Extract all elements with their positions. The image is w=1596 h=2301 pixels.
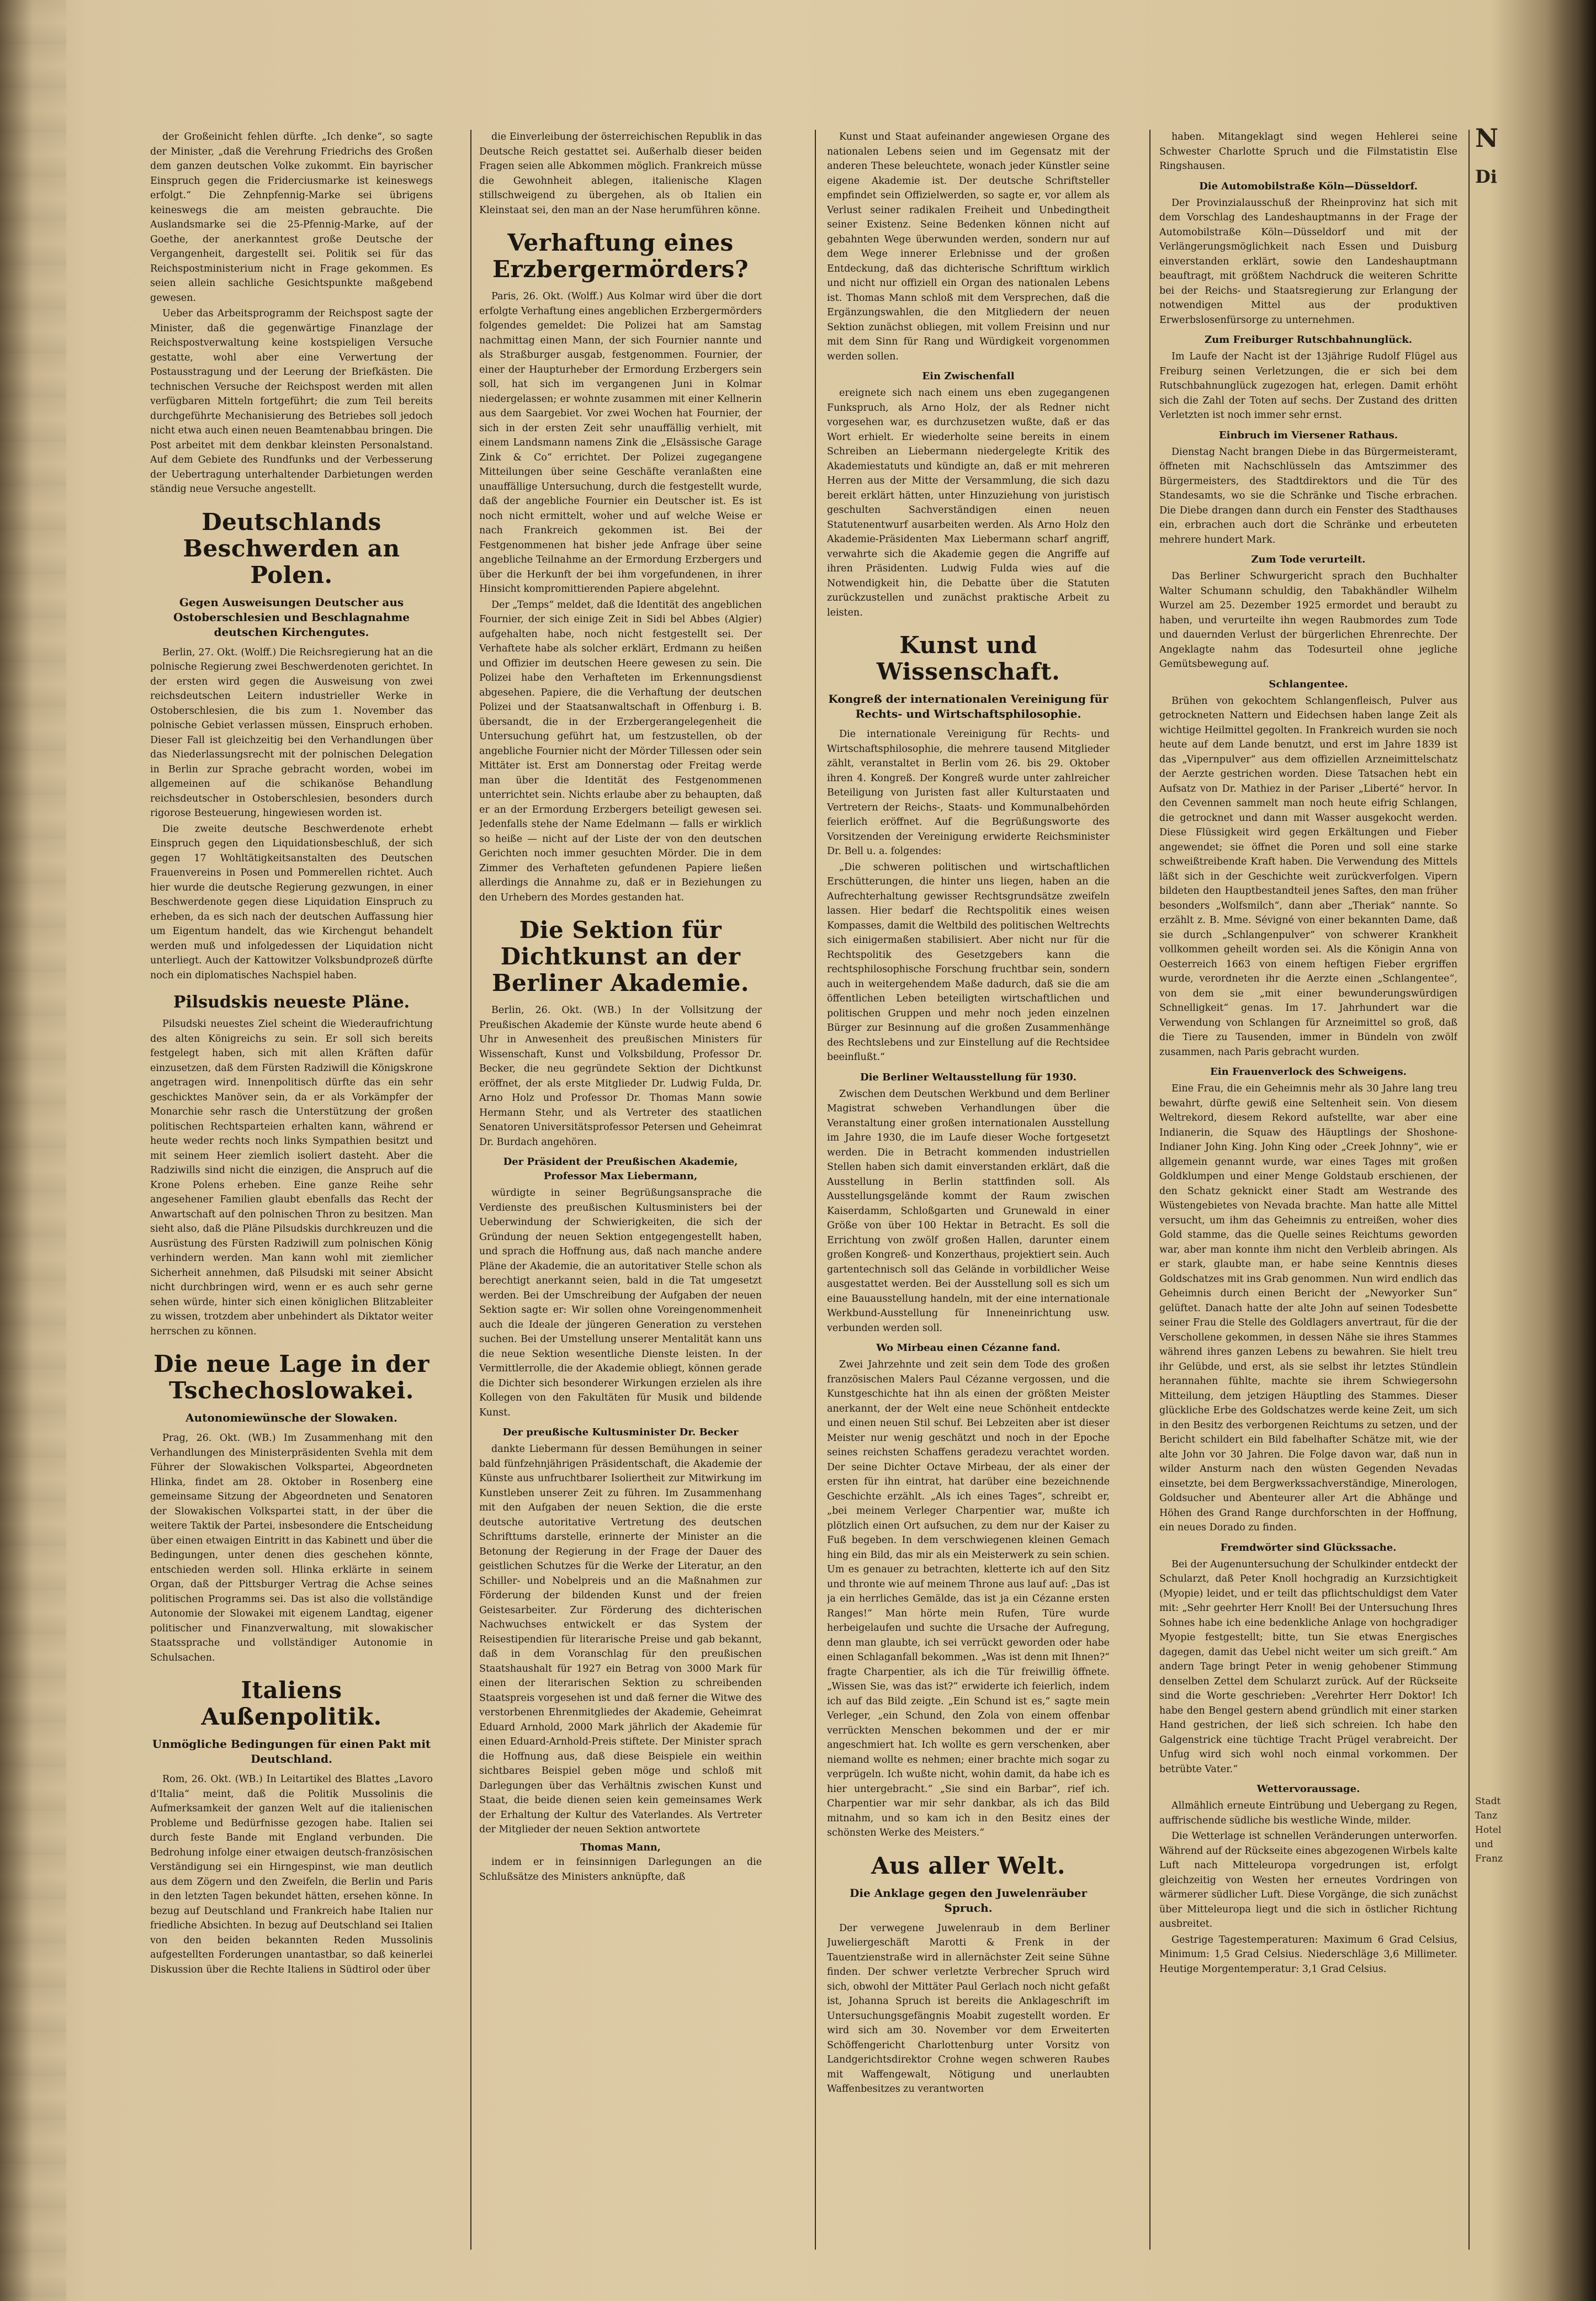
section-subheading: Schlangentee.: [1269, 678, 1348, 690]
paragraph: Berlin, 26. Okt. (WB.) In der Vollsitzung der Preußischen Akademie der Künste wurde heute abend 6 Uhr in Anwesenheit des preußischen Ministers für Wissenschaft, Kunst und Volksbildung, Professor Dr. Becker, die neu gegründete Sektion der Dichtkunst eröffnet, der als erste Mitglieder Dr. Ludwig Fulda, Dr. Arno Holz und Professor Dr. Thomas Mann sowie Hermann Stehr, und als Vertreter des staatlichen Senatoren Universitätsprofessor Petersen und Geheimrat Dr. Burdach angehören.: [479, 1005, 762, 1148]
column-1: [150, 130, 433, 2255]
signature: Thomas Mann,: [580, 1842, 661, 1853]
paragraph: Zwei Jahrzehnte und zeit sein dem Tode des großen französischen Malers Paul Cézanne vergossen, und die Kunstgeschichte hat ihn als einen der größten Meister anerkannt, der der Welt eine neue Schönheit entdeckte und einen neuen Stil schuf. Bei Lebzeiten aber ist dieser Meister nur wenig geschätzt und noch in der Epoche seines reichsten Schaffens geradezu verachtet worden. Der seine Dichter Octave Mirbeau, der als einer der ersten für ihn eintrat, hat darüber eine bezeichnende Geschichte erzählt. „Als ich eines Tages“, schreibt er, „bei meinem Verleger Charpentier war, mußte ich plötzlich einen Ort aufsuchen, zu dem nur der Kaiser zu Fuß begeben. In dem verschwiegenen kleinen Gemach hing ein Bild, das mir als ein Meisterwerk zu sein schien. Um es genauer zu betrachten, kletterte ich auf den Sitz und thronte wie auf meinem Throne aus lauf auf: „Das ist ja ein herrliches Gemälde, das ist ja ein Cézanne ersten Ranges!“ Man hörte mein Rufen, Türe wurde herbeigelaufen und suchte die Ursache der Aufregung, denn man glaubte, ich sei verrückt geworden oder habe einen Schlaganfall bekommen. „Was ist denn mit Ihnen?“ fragte Charpentier, als ich die Tür freiwillig öffnete. „Wissen Sie, was das ist?“ erwiderte ich feierlich, indem ich auf das Bild zeigte. „Ein Schund ist es,“ sagte mein Verleger, „ein Schund, den Zola von einem offenbar verrückten Menschen bekommen und der er mir angeschmiert hat. Ich wollte es gern verschenken, aber niemand wollte es nehmen; einer brachte mich sogar zu verprügeln. Ich wußte nicht, wohin damit, da habe ich es hier untergebracht.“ „Sie sind ein Barbar“, rief ich. Charpentier war mir sehr dankbar, als ich das Bild mitnahm, und so kam ich in den Besitz eines der schönsten Werke des Meisters.“: [827, 1359, 1110, 1838]
paragraph: Ueber das Arbeitsprogramm der Reichspost sagte der Minister, daß die gegenwärtige Finanzlage der Reichspostverwaltung keine kostspieligen Versuche gestatte, wohl aber eine Verwertung der Postausstragung und der Leerung der Briefkästen. Die technischen Versuche der Reichspost werden mit allen verfügbaren Mitteln fortgeführt; die zum Teil bereits durchgeführte Mechanisierung des Betriebes soll jedoch nicht etwa auch einen neuen Beamtenabbau bringen. Die Post arbeitet mit dem denkbar kleinsten Personalstand. Auf dem Gebiete des Rundfunks und der Verbesserung der Uebertragung unterhaltender Darbietungen werden ständig neue Versuche angestellt.: [150, 308, 433, 495]
paragraph: Berlin, 27. Okt. (Wolff.) Die Reichsregierung hat an die polnische Regierung zwei Beschwerdenoten gerichtet. In der ersten wird gegen die Ausweisung von zwei reichsdeutschen Leitern industrieller Werke in Ostoberschlesien, die bis zum 1. November das polnische Gebiet verlassen müssen, Einspruch erhoben. Dieser Fall ist gleichzeitig bei den Verhandlungen über das Niederlassungsrecht mit der polnischen Delegation in Berlin zur Sprache gebracht worden, wobei im allgemeinen auf die schikanöse Behandlung reichsdeutscher in Ostoberschlesien, besonders durch rigorose Besteuerung, hingewiesen worden ist.: [150, 646, 433, 819]
section-subheading: Ein Frauenverlock des Schweigens.: [1210, 1066, 1407, 1078]
subheadline: Kongreß der internationalen Vereinigung für Rechts- und Wirtschaftsphilosophie.: [828, 692, 1109, 720]
headline: Italiens Außenpolitik.: [201, 1677, 382, 1730]
headline: Pilsudskis neueste Pläne.: [173, 993, 410, 1012]
edge-fragment: und: [1475, 1839, 1493, 1850]
paragraph: Der „Temps“ meldet, daß die Identität des angeblichen Fournier, der sich einige Zeit in Sidi bel Abbes (Algier) aufgehalten habe, noch nicht festgestellt sei. Der Verhaftete habe als solcher erklärt, Erdmann zu heißen und Offizier im deutschen Heere gewesen zu sein. Die Polizei habe den Verhafteten im Erkennungsdienst abgesehen. Papiere, die die Verhaftung der deutschen Polizei und der Staatsanwaltschaft in Offenburg i. B. übersandt, die in der Erzbergerangelegenheit die Untersuchung geführt hat, um festzustellen, ob der angebliche Fournier nicht der Mörder Tillessen oder sein Mittäter ist. Erst am Donnerstag oder Freitag werde man über die Identität des Festgenommenen unterrichtet sein. Nichts erlaube aber zu behaupten, daß er an der Ermordung Erzbergers beteiligt gewesen sei. Jedenfalls stehe der Name Edelmann — falls er wirklich so heiße — nicht auf der Liste der von den deutschen Gerichten noch immer gesuchten Mörder. Die in dem Zimmer des Verhafteten gefundenen Papiere ließen allerdings die Annahme zu, daß er in Beziehungen zu den Urhebern des Mordes gestanden hat.: [479, 599, 762, 903]
paragraph: Die Wetterlage ist schnellen Veränderungen unterworfen. Während auf der Rückseite eines abgezogenen Wirbels kalte Luft nach Mitteleuropa vorgedrungen ist, erfolgt gleichzeitig von Westen her erneutes Vordringen von wärmerer südlicher Luft. Diese Vorgänge, die sich zunächst über Mitteleuropa liegt und die sich in östlicher Richtung ausbreitet.: [1159, 1831, 1457, 1929]
paragraph: Zwischen dem Deutschen Werkbund und dem Berliner Magistrat schweben Verhandlungen über die Veranstaltung einer großen internationalen Ausstellung im Jahre 1930, die im Laufe dieser Woche fortgesetzt werden. Die in Betracht kommenden industriellen Stellen haben sich damit einverstanden erklärt, daß die Ausstellung in Berlin stattfinden soll. Als Ausstellungsgelände kommt der Raum zwischen Kaiserdamm, Schloßgarten und Grunewald in einer Größe von über 100 Hektar in Betracht. Es soll die Errichtung von zwölf großen Hallen, darunter einem großen Kongreß- und Konzerthaus, projektiert sein. Auch gartentechnisch soll das Gelände in vorbildlicher Weise ausgestattet werden. Bei der Ausstellung soll es sich um eine Bauausstellung handeln, mit der eine internationale Werkbund-Ausstellung für Inneneinrichtung usw. verbunden werden soll.: [827, 1088, 1110, 1334]
headline: Aus aller Welt.: [871, 1852, 1065, 1879]
section-subheading: Einbruch im Viersener Rathaus.: [1218, 429, 1398, 441]
section-subheading: Der Präsident der Preußischen Akademie, Professor Max Liebermann,: [503, 1156, 738, 1182]
section-subheading: Wo Mirbeau einen Cézanne fand.: [876, 1342, 1061, 1354]
edge-fragment: Tanz: [1475, 1810, 1498, 1821]
paragraph: Der verwegene Juwelenraub in dem Berliner Juweliergeschäft Marotti & Frenk in der Tauentzienstraße wird in allernächster Zeit seine Sühne finden. Der schwer verletzte Verbrecher Spruch wird sich, obwohl der Mittäter Paul Gerlach noch nicht gefaßt ist, Johanna Spruch ist bereits die Anklageschrift im Untersuchungsgefängnis Moabit zugestellt worden. Er wird sich am 30. November vor dem Erweiterten Schöffengericht Charlottenburg unter Vorsitz von Landgerichtsdirektor Crohne wegen schweren Raubes mit Waffengewalt, Nötigung und unerlaubten Waffenbesitzes zu verantworten: [827, 1922, 1110, 2095]
paragraph: Allmählich erneute Eintrübung und Uebergang zu Regen, auffrischende südliche bis westliche Winde, milder.: [1159, 1800, 1457, 1826]
subheadline: Gegen Ausweisungen Deutscher aus Ostoberschlesien und Beschlagnahme deutschen Kirchengutes.: [173, 595, 410, 639]
edge-big-letter: N: [1475, 123, 1499, 153]
paragraph: Die zweite deutsche Beschwerdenote erhebt Einspruch gegen den Liquidationsbeschluß, der sich gegen 17 Wohltätigkeitsanstalten des Deutschen Frauenvereins in Posen und Pommerellen richtet. Auch hier wurde die deutsche Regierung gezwungen, in einer Beschwerdenote gegen diese Liquidation Einspruch zu erheben, da es sich nach der deutschen Auffassung hier um Eigentum handelt, das wie Kirchengut behandelt werden muß und infolgedessen der Liquidation nicht unterliegt. Auch der Kattowitzer Volksbundprozeß dürfte noch ein diplomatisches Nachspiel haben.: [150, 823, 433, 981]
paragraph: Bei der Augenuntersuchung der Schulkinder entdeckt der Schularzt, daß Peter Knoll hochgradig an Kurzsichtigkeit (Myopie) leidet, und er teilt das pflichtschuldigst dem Vater mit: „Sehr geehrter Herr Knoll! Bei der Untersuchung Ihres Sohnes habe ich eine bedenkliche Anlage von hochgradiger Myopie festgestellt; bitte, tun Sie etwas Energisches dagegen, damit das Uebel nicht weiter um sich greift.“ Am andern Tage bringt Peter in wenig gehobener Stimmung denselben Zettel dem Schularzt zurück. Auf der Rückseite sind die Worte geschrieben: „Verehrter Herr Doktor! Ich habe den Bengel gestern abend gründlich mit einer starken Hand gestrichen, der ließ sich schreien. Ich habe den Galgenstrick eine tüchtige Tracht Prügel verabreicht. Der Unfug wird sich wohl noch einmal vorkommen. Der betrübte Vater.“: [1159, 1558, 1457, 1775]
column-rule: [815, 130, 816, 2250]
column-rule: [1468, 130, 1470, 2250]
headline: Die Sektion für Dichtkunst an der Berliner Akademie.: [492, 916, 749, 996]
paragraph: indem er in feinsinnigen Darlegungen an die Schlußsätze des Ministers anknüpfte, daß: [479, 1857, 762, 1883]
section-subheading: Wettervoraussage.: [1256, 1783, 1360, 1795]
paragraph: Eine Frau, die ein Geheimnis mehr als 30 Jahre lang treu bewahrt, dürfte gewiß eine Seltenheit sein. Von diesem Weltrekord, diesem Rekord aufstellte, war aber eine Indianerin, die Squaw des Häuptlings der Shoshone-Indianer John King. John King oder „Creek Johnny“, wie er allgemein genannt wurde, war eines Tages mit großen Goldklumpen und einer Menge Goldstaub erschienen, der den Schatz geknickt einer Stadt am Westrande des Wüstengebietes von Nevada brachte. Man hatte alle Mittel versucht, um ihm das Geheimnis zu entreißen, woher dies Gold stamme, das die Quelle seines Reichtums geworden war, aber man konnte ihm nicht den Verbleib abringen. Als er stark, glaubte man, er habe seine Kenntnis dieses Goldschatzes mit ins Grab genommen. Nun wird endlich das Geheimnis durch einen Bericht der „Newyorker Sun“ gelüftet. Danach hatte der alte John auf seinen Todesbette seiner Frau die Stelle des Goldlagers anvertraut, für die der Verschollene gekommen, in dessen Nähe sie ihres Stammes während ihres ganzen Lebens zu bewahren. Sie hielt treu ihr Gelübde, und erst, als sie selbst ihr letztes Stündlein herannahen fühlte, machte sie ihrem Schwiegersohn Mitteilung, dem jetzigen Häuptling des Stammes. Dieser glückliche Erbe des Goldschatzes werde keine Zeit, um sich in den Besitz des verborgenen Reichtums zu setzen, und der Bericht schildert ein Bild fabelhafter Schätze mit, wie der alte John vor 30 Jahren. Die Folge davon war, daß nun in wilder Ansturm nach den wüsten Gegenden Nevadas einsetzte, bei dem Bergwerkssachverständige, Minerologen, Goldsucher und Abenteurer aller Art die Abhänge und Höhen des Grand Range durchforschten in der Hoffnung, ein neues Dorado zu finden.: [1159, 1083, 1457, 1533]
headline: Deutschlands Beschwerden an Polen.: [183, 508, 400, 588]
edge-fragment: Franz: [1475, 1853, 1503, 1864]
paragraph: Paris, 26. Okt. (Wolff.) Aus Kolmar wird über die dort erfolgte Verhaftung eines angeblichen Erzbergermörders folgendes gemeldet: Die Polizei hat am Samstag nachmittag einen Mann, der sich Fournier nannte und als Straßburger ausgab, festgenommen. Fournier, der einer der Haupturheber der Ermordung Erzbergers sein soll, hat sich im vergangenen Juni in Kolmar niedergelassen; er wohnte zusammen mit einer Kellnerin aus dem Saargebiet. Vor zwei Wochen hat Fournier, der sich in der ersten Zeit sehr unauffällig verhielt, mit einem Landsmann namens Zink die „Elsässische Garage Zink & Co“ errichtet. Der Polizei zugegangene Mitteilungen über seine Geschäfte veranlaßten eine unauffällige Untersuchung, durch die festgestellt wurde, daß der angebliche Fournier ein Deutscher ist. Es ist noch nicht ermittelt, woher und auf welche Weise er nach Frankreich gekommen ist. Bei der Festgenommenen hat bisher jede Anfrage über seine angebliche Teilnahme an der Ermordung Erzbergers und über die Herkunft der bei ihm vorgefundenen, in ihrer Hinsicht kompromittierenden Papiere abgelehnt.: [479, 291, 762, 595]
paragraph: Prag, 26. Okt. (WB.) Im Zusammenhang mit den Verhandlungen des Ministerpräsidenten Svehla mit dem Führer der Slowakischen Volkspartei, Abgeordneten Hlinka, findet am 28. Oktober in Rosenberg eine gemeinsame Sitzung der Abgeordneten und Senatoren der Slowakischen Volkspartei statt, in der über die weitere Taktik der Partei, insbesondere die Entscheidung über einen etwaigen Eintritt in das Kabinett und über die Bedingungen, unter denen dies geschehen könnte, entschieden werden soll. Hlinka erklärte in seinem Organ, daß der Pittsburger Vertrag die Achse seines politischen Programms sei. Das ist also die vollständige Autonomie der Slowakei mit eigenem Landtag, eigener politischer und Finanzverwaltung, mit slowakischer Staatssprache und vollständiger Autonomie in Schulsachen.: [150, 1433, 433, 1663]
headline: Verhaftung eines Erzbergermörders?: [492, 229, 749, 283]
section-subheading: Ein Zwischenfall: [922, 370, 1015, 382]
edge-fragment: Hotel: [1475, 1825, 1502, 1836]
subheadline: Unmögliche Bedingungen für einen Pakt mit Deutschland.: [152, 1737, 431, 1765]
paragraph: haben. Mitangeklagt sind wegen Hehlerei seine Schwester Charlotte Spruch und die Filmstatistin Else Ringshausen.: [1159, 131, 1457, 172]
column-4: [1159, 130, 1457, 2255]
subheadline: Autonomiewünsche der Slowaken.: [185, 1411, 397, 1424]
column-rule: [1149, 130, 1150, 2250]
paragraph: Brühen von gekochtem Schlangenfleisch, Pulver aus getrockneten Nattern und Eidechsen haben lange Zeit als wichtige Heilmittel gegolten. In Frankreich wurden sie noch heute auf dem Lande benutzt, und erst im Jahre 1839 ist das „Vipernpulver“ aus dem offiziellen Arzneimittelschatz der Aerzte gestrichen worden. Diese Tatsachen hebt ein Aufsatz von Dr. Mathiez in der Pariser „Liberté“ hervor. In den Cevennen sammelt man noch heute eifrig Schlangen, die getrocknet und dann mit Wasser ausgekocht werden. Diese Flüssigkeit wird gegen Erkältungen und Fieber angewendet; sie öffnet die Poren und soll eine starke schweißtreibende Kraft haben. Die Verwendung des Mittels läßt sich in der Geschichte weit zurückverfolgen. Vipern bildeten den Hauptbestandteil jenes Saftes, den man früher besonders „Wolfsmilch“, dann aber „Theriak“ nannte. So erzählt z. B. Mme. Sévigné von einer bekannten Dame, daß sie durch „Schlangenpulver“ von schwerer Krankheit vollkommen geheilt worden sei. Als die Königin Anna von Oesterreich 1663 von einem heftigen Fieber ergriffen wurde, verordneten ihr die Aerzte einen „Schlangentee“, von dem sie „mit einer bewunderungswürdigen Schnelligkeit“ genas. Im 17. Jahrhundert war die Verwendung von Schlangen für Arzneimittel so groß, daß die Tiere zu Tausenden, immer in Bündeln von zwölf zusammen, nach Paris gebracht wurden.: [1159, 695, 1457, 1058]
paragraph: Pilsudski neuestes Ziel scheint die Wiederaufrichtung des alten Königreichs zu sein. Er soll sich bereits festgelegt haben, sich mit allen Kräften dafür einzusetzen, daß dem Fürsten Radziwill die Königskrone angetragen wird. Innenpolitisch dürfte das ein sehr geschicktes Manöver sein, da er als Vorkämpfer der Monarchie sehr rasch die Unterstützung der großen politischen Rechtsparteien erhalten kann, während er heute weder rechts noch links Sympathien besitzt und mit seinem Heer ziemlich isoliert dasteht. Aber die Radziwills sind nicht die einzigen, die Anspruch auf die Krone Polens erheben. Eine ganze Reihe sehr angesehener Familien glaubt ebenfalls das Recht der Anwartschaft auf den polnischen Thron zu besitzen. Man sieht also, daß die Pläne Pilsudskis durchkreuzen und die Ausrüstung des Fürsten Radziwill zum polnischen König verhindern werden. Man kann wohl mit ziemlicher Sicherheit annehmen, daß Pilsudski mit seiner Absicht nicht durchbringen wird, wenn er es auch sehr gerne sehen würde, hinter sich einen königlichen Blitzableiter zu wissen, trotzdem aber unbehindert als Diktator weiter herrschen zu können.: [150, 1019, 433, 1337]
subheadline: Die Anklage gegen den Juwelenräuber Spruch.: [850, 1886, 1087, 1915]
section-subheading: Die Automobilstraße Köln—Düsseldorf.: [1199, 180, 1418, 192]
section-subheading: Fremdwörter sind Glückssache.: [1220, 1541, 1397, 1554]
paragraph: „Die schweren politischen und wirtschaftlichen Erschütterungen, die hinter uns liegen, haben an die Aufrechterhaltung gewisser Rechtsgrundsätze zweifeln lassen. Hier bedarf die Rechtspolitik eines weisen Kompasses, damit die Weltbild des politischen Weltrechts sich einigermaßen stabilisiert. Aber nicht nur für die Rechtspolitik des Gesetzgebers kann die rechtsphilosophische Forschung fruchtbar sein, sondern auch in weitergehendem Maße dadurch, daß sie die am öffentlichen Leben beteiligten wirtschaftlichen und politischen Gruppen und mehr noch jeden einzelnen Bürger zur Besinnung auf die großen Zusammenhänge des Rechtslebens und zur Einstellung auf die Rechtsidee beeinflußt.“: [827, 861, 1110, 1063]
section-subheading: Zum Tode verurteilt.: [1251, 554, 1366, 565]
edge-fragment: Stadt: [1475, 1796, 1501, 1807]
paragraph: dankte Liebermann für dessen Bemühungen in seiner bald fünfzehnjährigen Präsidentschaft, die Akademie der Künste aus unfruchtbarer Isoliertheit zur Mitwirkung im Kunstleben unserer Zeit zu führen. Im Zusammenhang mit den Aufgaben der neuen Sektion, die die erste deutsche autoritative Vertretung des deutschen Schrifttums darstelle, erinnerte der Minister an die Betonung der Regierung in der Frage der Dauer des geistlichen Schutzes für die Werke der Literatur, an den Schiller- und Nobelpreis und an die Maßnahmen zur Förderung der bildenden Kunst und der freien Geistesarbeiter. Zur Förderung des dichterischen Nachwuchses entwickelt er das System der Reisestipendien für literarische Preise und gab bekannt, daß in dem Voranschlag für den preußischen Staatshaushalt für 1927 ein Betrag von 3000 Mark für einen der literarischen Sektion zu schreibenden Staatspreis vorgesehen ist und daß ferner die Witwe des verstorbenen Ehrenmitgliedes der Akademie, Geheimrat Eduard Arnhold, 2000 Mark jährlich der Akademie für einen Eduard-Arnhold-Preis stiftete. Der Minister sprach die Hoffnung aus, daß diese Beispiele ein weithin sichtbares Beispiel geben möge und schloß mit Darlegungen über das Verhältnis zwischen Kunst und Staat, die beide dienen seien kein gemeinsames Werk der Erhaltung der Kultur des Vaterlandes. Als Vertreter der Mitglieder der neuen Sektion antwortete: [479, 1444, 762, 1835]
section-subheading: Zum Freiburger Rutschbahnunglück.: [1204, 334, 1413, 346]
edge-big-word: Di: [1475, 166, 1497, 187]
section-subheading: Der preußische Kultusminister Dr. Becker: [502, 1427, 739, 1438]
paragraph: Im Laufe der Nacht ist der 13jährige Rudolf Flügel aus Freiburg seinen Verletzungen, die er sich bei dem Rutschbahnunglück zugezogen hat, erlegen. Damit erhöht sich die Zahl der Toten auf sechs. Der Zustand des dritten Verletzten ist noch immer sehr ernst.: [1159, 351, 1457, 421]
column-rule: [470, 130, 471, 2250]
page-binding-edge: [0, 0, 66, 2301]
paragraph: Dienstag Nacht brangen Diebe in das Bürgermeisteramt, öffneten mit Nachschlüsseln das Amtszimmer des Bürgermeisters, des Stadtdirektors und die Tür des Standesamts, wo sie die Schränke und Tische erbrachen. Die Diebe drangen dann durch ein Fenster des Stadthauses ein, erbrachen auch dort die Schränke und erbeuteten mehrere hundert Mark.: [1159, 446, 1457, 545]
paragraph: die Einverleibung der österreichischen Republik in das Deutsche Reich gestattet sei. Außerhalb dieser beiden Fragen seien alle Abkommen möglich. Frankreich müsse die Gewohnheit ablegen, italienische Klagen stillschweigend zu übergehen, als ob Italien ein Kleinstaat sei, den man an der Nase herumführen könne.: [479, 131, 762, 216]
page-shadow: [1546, 0, 1596, 2301]
paragraph: Rom, 26. Okt. (WB.) In Leitartikel des Blattes „Lavoro d'Italia“ meint, daß die Politik Mussolinis die Aufmerksamkeit der ganzen Welt auf die italienischen Probleme und Bedürfnisse gezogen habe. Italien sei durch feste Bande mit England verbunden. Die Bedrohung infolge einer etwaigen deutsch-französischen Verständigung sei ein Hirngespinst, wie man deutlich aus dem Zögern und den Zweifeln, die Berlin und Paris in den letzten Tagen bekundet hätten, ersehen könne. In bezug auf Deutschland und Frankreich habe Italien nur friedliche Absichten. In bezug auf Deutschland sei Italien von den beiden bekannten Reden Mussolinis aufgestellten Forderungen unantastbar, so daß keinerlei Diskussion über die Rechte Italiens in Südtirol oder über: [150, 1774, 433, 1975]
paragraph: würdigte in seiner Begrüßungsansprache die Verdienste des preußischen Kultusministers bei der Ueberwindung der Schwierigkeiten, die sich der Gründung der neuen Sektion entgegengestellt haben, und sprach die Hoffnung aus, daß nach manche andere Pläne der Akademie, die an autoritativer Stelle schon als berechtigt anerkannt seien, bald in die Tat umgesetzt werden. Bei der Umschreibung der Aufgaben der neuen Sektion sagte er: Wir sollen ohne Voreingenommenheit auch die Ideale der jüngeren Generation zu verstehen suchen. Bei der Umstellung unserer Mentalität kann uns die neue Sektion wesentliche Dienste leisten. In der Vermittlerrolle, die der Akademie obliegt, können gerade die Dichter sich besonderer Wirkungen erzielen als ihre Kollegen von den Fakultäten für Musik und bildende Kunst.: [479, 1187, 762, 1418]
paragraph: der Großeinicht fehlen dürfte. „Ich denke“, so sagte der Minister, „daß die Verehrung Friedrichs des Großen dem ganzen deutschen Volke zukommt. Ein bayrischer Einspruch gegen die Friderciusmarke ist keineswegs erfolgt.“ Die Zehnpfennig-Marke sei übrigens keineswegs die am meisten gebrauchte. Die Auslandsmarke sei die 25-Pfennig-Marke, auf der Goethe, der anerkanntest große Deutsche der Vergangenheit, dargestellt sei. Politik sei für das Reichspostministerium nicht in Frage gekommen. Es seien allein sachliche Gesichtspunkte maßgebend gewesen.: [150, 131, 433, 304]
column-3: [827, 130, 1110, 2255]
paragraph: Die internationale Vereinigung für Rechts- und Wirtschaftsphilosophie, die mehrere tausend Mitglieder zählt, veranstaltet in Berlin vom 26. bis 29. Oktober ihren 4. Kongreß. Der Kongreß wurde unter zahlreicher Beteiligung von Juristen fast aller Kulturstaaten und Vertretern der Reichs-, Staats- und Kommunalbehörden feierlich eröffnet. Auf die Begrüßungsworte des Vorsitzenden der Vereinigung erwiderte Reichsminister Dr. Bell u. a. folgendes:: [827, 729, 1110, 857]
column-2: [479, 130, 762, 2255]
paragraph: Gestrige Tagestemperaturen: Maximum 6 Grad Celsius, Minimum: 1,5 Grad Celsius. Niederschläge 3,6 Millimeter. Heutige Morgentemperatur: 3,1 Grad Celsius.: [1159, 1934, 1457, 1975]
section-subheading: Die Berliner Weltausstellung für 1930.: [860, 1071, 1077, 1083]
paragraph: Das Berliner Schwurgericht sprach den Buchhalter Walter Schumann schuldig, den Tabakhändler Wilhelm Wurzel am 25. Dezember 1925 ermordet und beraubt zu haben, und verurteilte ihn wegen Raubmordes zum Tode und dauernden Verlust der bürgerlichen Ehrenrechte. Der Angeklagte nahm das Todesurteil ohne jegliche Gemütsbewegung auf.: [1159, 571, 1457, 670]
headline: Kunst und Wissenschaft.: [876, 632, 1061, 685]
paragraph: Kunst und Staat aufeinander angewiesen Organe des nationalen Lebens seien und im Gegensatz mit der anderen These beleuchtete, wonach jeder Künstler seine eigene Akademie ist. Der deutsche Schriftsteller empfindet sein Offizielwerden, so sagte er, vor allem als Verlust seiner radikalen Freiheit und Unbedingtheit seiner Existenz. Seine Bedenken können nicht auf gebahnten Wege überwunden werden, sondern nur auf dem Wege innerer Erlebnisse und der großen Entdeckung, daß das dichterische Schrifttum wirklich und nicht nur offiziell ein Organ des nationalen Lebens ist. Thomas Mann schloß mit dem Versprechen, daß die Ergänzungswahlen, die den Mitgliedern der neuen Sektion zunächst obliegen, mit vollem Freisinn und nur mit dem Sinn für Rang und Würdigkeit vorgenommen werden sollen.: [827, 131, 1110, 362]
paragraph: ereignete sich nach einem uns eben zugegangenen Funkspruch, als Arno Holz, der als Redner nicht vorgesehen war, es durchzusetzen wußte, daß er das Wort erhielt. Er wiederholte seine bereits in einem Schreiben an Liebermann niedergelegte Kritik des Akademiestatuts und kündigte an, daß er mit mehreren Herren aus der Mitte der Versammlung, die sich dazu bereit erklärt hätten, unter Hinzuziehung von juristisch geschulten Sachverständigen einen neuen Statutenentwurf ausarbeiten werden. Als Arno Holz den Akademie-Präsidenten Max Liebermann scharf angriff, verwahrte sich die Akademie gegen die Angriffe auf ihren Präsidenten. Ludwig Fulda wies auf die Notwendigkeit hin, die Debatte über die Statuten zurückzustellen und zunächst praktische Arbeit zu leisten.: [827, 388, 1110, 618]
headline: Die neue Lage in der Tschechoslowakei.: [153, 1350, 430, 1404]
paragraph: Der Provinzialausschuß der Rheinprovinz hat sich mit dem Vorschlag des Landeshauptmanns in der Frage der Automobilstraße Köln—Düsseldorf und mit der Verlängerungsmöglichkeit nach Essen und Duisburg einverstanden erklärt, sowie den Landeshauptmann beauftragt, mit größtem Nachdruck die weiteren Schritte bei der Reichs- und Staatsregierung zur Erlangung der notwendigen Mittel aus der produktiven Erwerbslosenfürsorge zu unternehmen.: [1159, 197, 1457, 326]
